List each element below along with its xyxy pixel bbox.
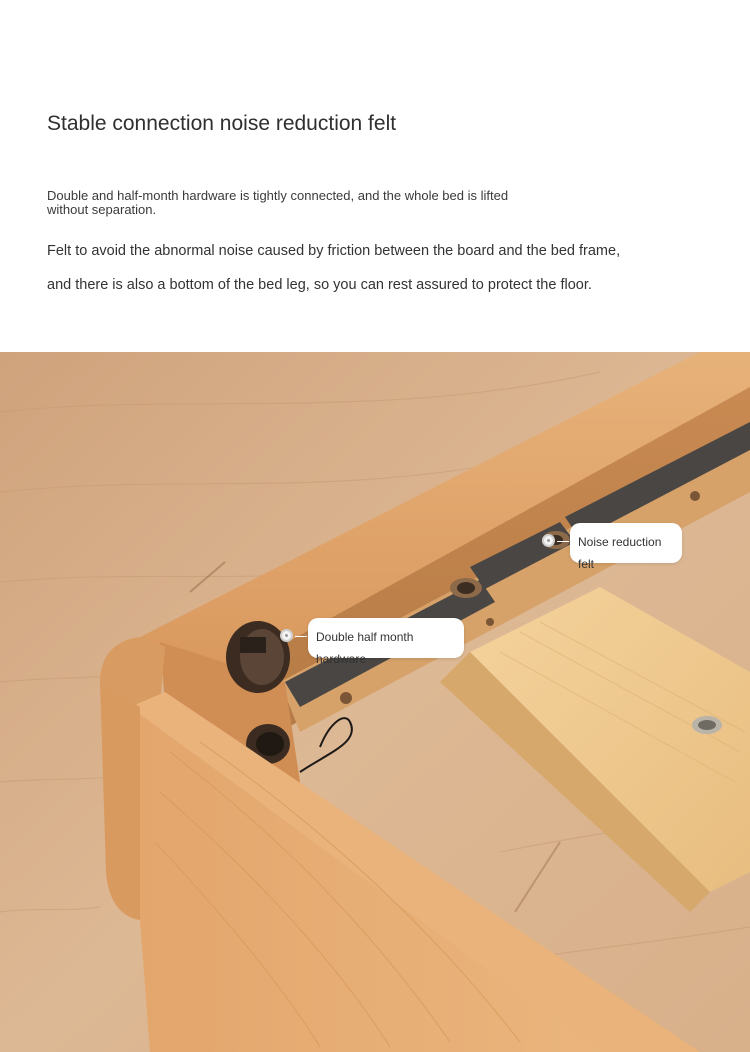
hardware-callout [308, 618, 464, 666]
hardware-callout-label: Double half month hardware [316, 630, 414, 666]
felt-description: Felt to avoid the abnormal noise caused by friction between the board and the bed frame, and there is also a bottom of the bed leg, so you can rest assured to protect the floor. [47, 243, 621, 293]
hardware-marker-dot [280, 629, 293, 642]
felt-callout [570, 523, 682, 571]
feature-heading: Stable connection noise reduction felt [47, 112, 397, 135]
felt-marker-dot [542, 534, 555, 547]
hardware-leader-line [295, 636, 307, 637]
bed-frame-illustration [0, 352, 750, 1052]
felt-leader-line [557, 541, 569, 542]
felt-callout-label: Noise reduction felt [578, 535, 662, 571]
hardware-description: Double and half-month hardware is tightly connected, and the whole bed is lifted without separation. [47, 188, 509, 217]
bed-frame-photo [0, 352, 750, 1052]
